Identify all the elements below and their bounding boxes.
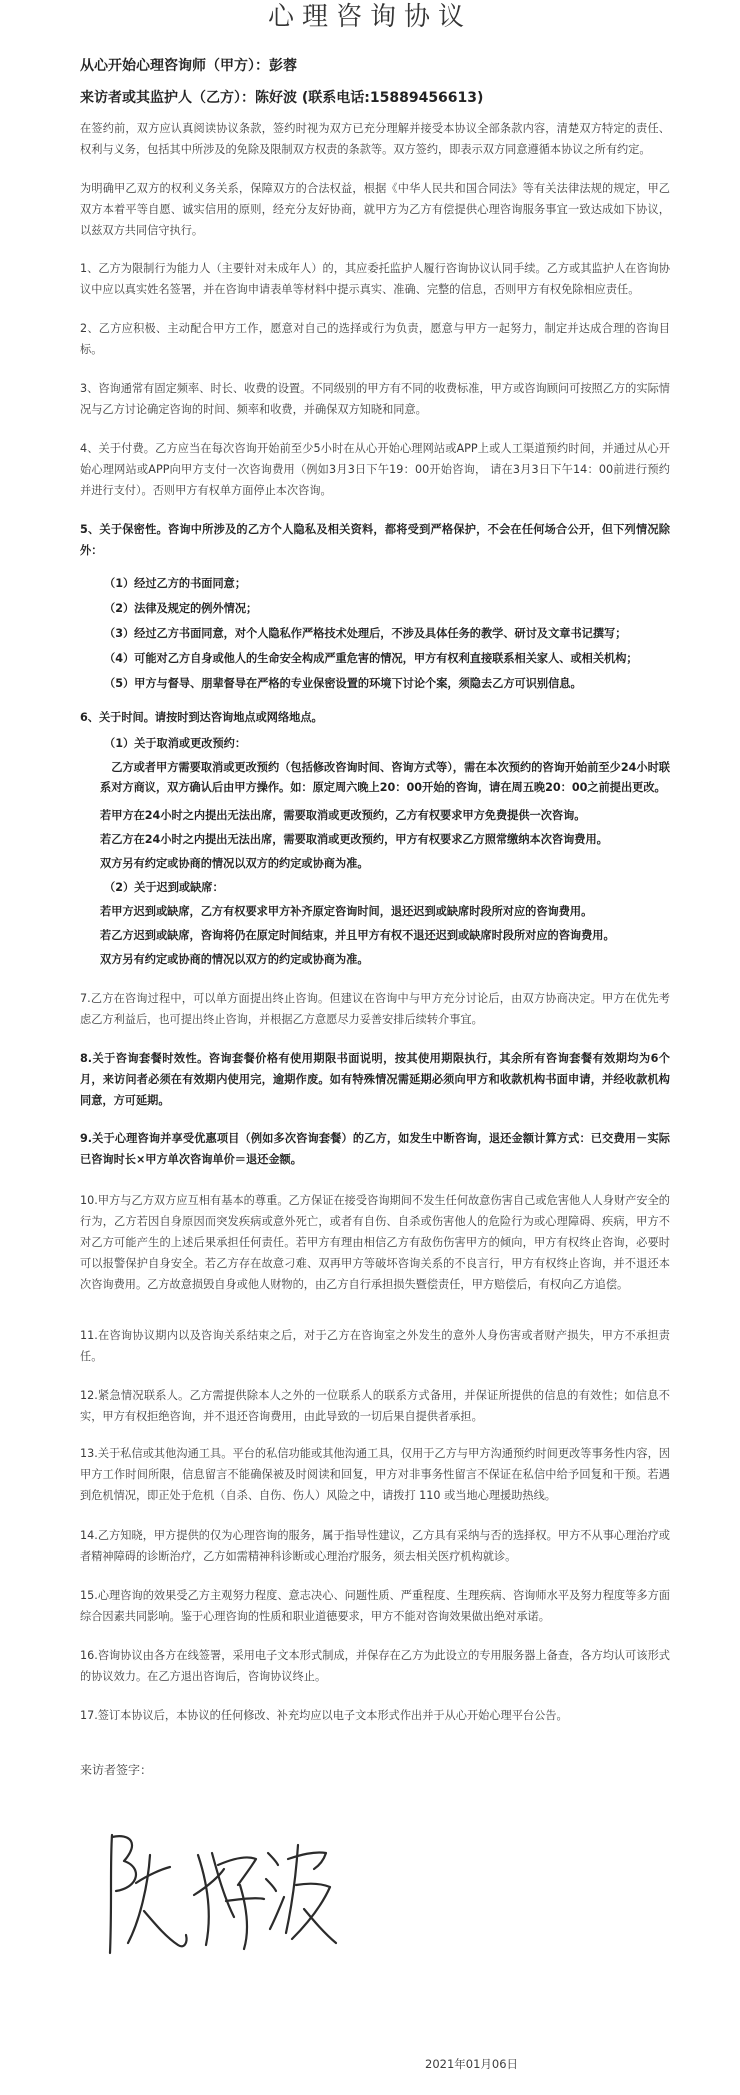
clause-5: 5、关于保密性。咨询中所涉及的乙方个人隐私及相关资料，都将受到严格保护，不会在任何场合公开，但下列情况除外： <box>80 523 670 557</box>
clause-2: 2、乙方应积极、主动配合甲方工作，愿意对自己的选择或行为负责，愿意与甲方一起努力，制定并达成合理的咨询目标。 <box>80 322 670 356</box>
clause-6-sub-1-a: 若甲方在24小时之内提出无法出席，需要取消或更改预约，乙方有权要求甲方免费提供一次咨询。 <box>100 809 586 822</box>
clause-6-sub-2-b: 若乙方迟到或缺席，咨询将仍在原定时间结束，并且甲方有权不退还迟到或缺席时段所对应的咨询费用。 <box>100 929 615 942</box>
clause-15: 15.心理咨询的效果受乙方主观努力程度、意志决心、问题性质、严重程度、生理疾病、咨询师水平及努力程度等多方面综合因素共同影响。鉴于心理咨询的性质和职业道德要求，甲方不能对咨询效果做出绝对承诺。 <box>80 1589 670 1623</box>
clause-11: 11.在咨询协议期内以及咨询关系结束之后，对于乙方在咨询室之外发生的意外人身伤害或者财产损失，甲方不承担责任。 <box>80 1329 670 1363</box>
clause-6-sub-1-b: 若乙方在24小时之内提出无法出席，需要取消或更改预约，甲方有权要求乙方照常缴纳本次咨询费用。 <box>100 833 608 846</box>
clause-9: 9.关于心理咨询并享受优惠项目（例如多次咨询套餐）的乙方，如发生中断咨询，退还金额计算方式：已交费用－实际已咨询时长×甲方单次咨询单价＝退还金额。 <box>80 1132 670 1166</box>
clause-16: 16.咨询协议由各方在线签署，采用电子文本形式制成，并保存在乙方为此设立的专用服务器上备查，各方均认可该形式的协议效力。在乙方退出咨询后，咨询协议终止。 <box>80 1649 670 1683</box>
clause-5-item: （2）法律及规定的例外情况； <box>104 602 258 615</box>
signature-label: 来访者签字： <box>80 1763 153 1777</box>
clause-14: 14.乙方知晓，甲方提供的仅为心理咨询的服务，属于指导性建议，乙方具有采纳与否的选择权。甲方不从事心理治疗或者精神障碍的诊断治疗，乙方如需精神科诊断或心理治疗服务，须去相关医疗机构就诊。 <box>80 1529 670 1563</box>
handwritten-signature <box>100 1825 340 1965</box>
party-b-line: 来访者或其监护人（乙方）：陈好波 (联系电话:15889456613) <box>80 90 484 106</box>
party-a-line: 从心开始心理咨询师（甲方）：彭蓉 <box>80 58 297 74</box>
clause-5-item: （3）经过乙方书面同意，对个人隐私作严格技术处理后，不涉及具体任务的教学、研讨及文章书记撰写； <box>104 627 627 640</box>
clause-6-sub-2-c: 双方另有约定或协商的情况以双方的约定或协商为准。 <box>100 953 369 966</box>
clause-4: 4、关于付费。乙方应当在每次咨询开始前至少5小时在从心开始心理网站或APP上或人工渠道预约时间，并通过从心开始心理网站或APP向甲方支付一次咨询费用（例如3月3日下午19：00开始咨询， 请在3月3日下午14：00前进行预约并进行支付）。否则甲方有权单方面停止本次咨询。 <box>80 442 670 497</box>
clause-12: 12.紧急情况联系人。乙方需提供除本人之外的一位联系人的联系方式备用，并保证所提供的信息的有效性；如信息不实，甲方有权拒绝咨询，并不退还咨询费用，由此导致的一切后果自提供者承担。 <box>80 1389 670 1423</box>
signing-date: 2021年01月06日 <box>425 2057 519 2071</box>
clause-5-item: （1）经过乙方的书面同意； <box>104 577 247 590</box>
document-title: 心理咨询协议 <box>267 2 472 32</box>
clause-6-sub-1-text: 乙方或者甲方需要取消或更改预约（包括修改咨询时间、咨询方式等），需在本次预约的咨询开始前至少24小时联系对方商议，双方确认后由甲方操作。如：原定周六晚上20：00开始的咨询，请在周五晚20：00之前提出更改。 <box>100 761 670 794</box>
clause-17: 17.签订本协议后，本协议的任何修改、补充均应以电子文本形式作出并于从心开始心理平台公告。 <box>80 1709 568 1722</box>
clause-8: 8.关于咨询套餐时效性。咨询套餐价格有使用期限书面说明，按其使用期限执行，其余所有咨询套餐有效期均为6个月，来访问者必须在有效期内使用完，逾期作废。如有特殊情况需延期必须向甲方和收款机构书面申请，并经收款机构同意，方可延期。 <box>80 1052 670 1107</box>
clause-13: 13.关于私信或其他沟通工具。平台的私信功能或其他沟通工具，仅用于乙方与甲方沟通预约时间更改等事务性内容，因甲方工作时间所限，信息留言不能确保被及时阅读和回复，甲方对非事务性留言不保证在私信中给予回复和干预。若遇到危机情况，即正处于危机（自杀、自伤、伤人）风险之中，请拨打 110 或当地心理援助热线。 <box>80 1447 670 1502</box>
clause-6-sub-1-c: 双方另有约定或协商的情况以双方的约定或协商为准。 <box>100 857 369 870</box>
clause-10: 10.甲方与乙方双方应互相有基本的尊重。乙方保证在接受咨询期间不发生任何故意伤害自己或危害他人人身财产安全的行为，乙方若因自身原因而突发疾病或意外死亡，或者有自伤、自杀或伤害他人的危险行为或心理障碍、疾病，甲方不对乙方可能产生的上述后果承担任何责任。若甲方有理由相信乙方有敌伤伤害甲方的倾向，甲方有权终止咨询，必要时可以报警保护自身安全。若乙方存在故意刁难、双再甲方等破坏咨询关系的不良言行，甲方有权终止咨询，并不退还本次咨询费用。乙方故意损毁自身或他人财物的，由乙方自行承担损失暨偿责任，甲方赔偿后，有权向乙方追偿。 <box>80 1194 670 1291</box>
clause-3: 3、咨询通常有固定频率、时长、收费的设置。不同级别的甲方有不同的收费标准，甲方或咨询顾问可按照乙方的实际情况与乙方讨论确定咨询的时间、频率和收费，并确保双方知晓和同意。 <box>80 382 670 416</box>
clause-6-sub-2: （2）关于迟到或缺席： <box>104 881 224 894</box>
clause-1: 1、乙方为限制行为能力人（主要针对未成年人）的，其应委托监护人履行咨询协议认同手续。乙方或其监护人在咨询协议中应以真实姓名签署，并在咨询申请表单等材料中提示真实、准确、完整的信息，否则甲方有权免除相应责任。 <box>80 262 670 296</box>
clause-5-item: （4）可能对乙方自身或他人的生命安全构成严重危害的情况，甲方有权利直接联系相关家人、或相关机构； <box>104 652 638 665</box>
intro-paragraph: 在签约前，双方应认真阅读协议条款，签约时视为双方已充分理解并接受本协议全部条款内容，清楚双方特定的责任、权利与义务，包括其中所涉及的免除及限制双方权责的条款等。双方签约，即表示双方同意遵循本协议之所有约定。 <box>80 122 670 156</box>
clause-6: 6、关于时间。请按时到达咨询地点或网络地点。 <box>80 711 323 724</box>
clause-6-sub-2-a: 若甲方迟到或缺席，乙方有权要求甲方补齐原定咨询时间，退还迟到或缺席时段所对应的咨询费用。 <box>100 905 593 918</box>
clause-6-sub-1: （1）关于取消或更改预约： <box>104 737 247 750</box>
intro-paragraph-2: 为明确甲乙双方的权利义务关系，保障双方的合法权益，根据《中华人民共和国合同法》等有关法律法规的规定，甲乙双方本着平等自愿、诚实信用的原则，经充分友好协商，就甲方为乙方有偿提供心理咨询服务事宜一致达成如下协议，以兹双方共同信守执行。 <box>80 182 670 237</box>
clause-5-item: （5）甲方与督导、朋辈督导在严格的专业保密设置的环境下讨论个案，须隐去乙方可识别信息。 <box>104 677 582 690</box>
clause-7: 7.乙方在咨询过程中，可以单方面提出终止咨询。但建议在咨询中与甲方充分讨论后，由双方协商决定。甲方在优先考虑乙方利益后，也可提出终止咨询，并根据乙方意愿尽力妥善安排后续转介事宜。 <box>80 992 670 1026</box>
